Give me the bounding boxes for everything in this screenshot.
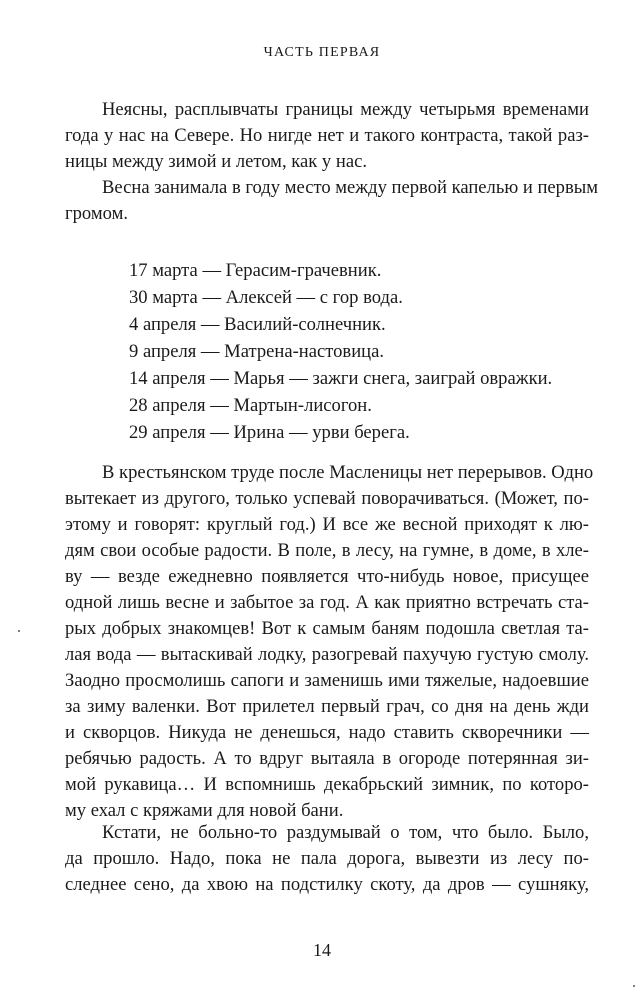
paragraph-4 [65,820,589,898]
text-line: громом. [65,203,128,224]
calendar-entry: 9 апреля — Матрена-настовица. [129,341,384,362]
text-line: рых добрых знакомцев! Вот к самым баням подошла светлая та- [65,618,589,639]
scan-speck [633,985,635,987]
paragraph-1 [65,97,589,175]
text-line: да прошло. Надо, пока не пала дорога, вывезти из лесу по- [65,848,589,869]
text-line: В крестьянском труде после Масленицы нет перерывов. Одно [102,462,594,483]
text-line: лая вода — вытаскивай лодку, разогревай пахучую густую смолу. [65,644,589,665]
text-line: этому и говорят: круглый год.) И все же весной приходят к лю- [65,514,589,535]
paragraph-2 [65,175,598,227]
calendar-entry: 14 апреля — Марья — зажги снега, заиграй овражки. [129,368,553,389]
page-number: 14 [313,940,331,960]
text-line: одной лишь весне и забытое за год. А как приятно встречать ста- [65,592,589,613]
calendar-entry: 28 апреля — Мартын-лисогон. [129,395,372,416]
text-line: Кстати, не больно-то раздумывай о том, что было. Было, [102,822,589,843]
running-head: ЧАСТЬ ПЕРВАЯ [263,45,381,60]
text-line: вытекает из другого, только успевай поворачиваться. (Может, по- [65,488,589,509]
calendar-entry: 17 марта — Герасим-грачевник. [129,260,382,281]
text-line: Заодно просмолишь сапоги и заменишь ими тяжелые, надоевшие [65,670,589,691]
text-line: ву — везде ежедневно появляется что-нибудь новое, присущее [65,566,589,587]
text-line: и скворцов. Никуда не денешься, надо ставить скворечники — [65,722,589,743]
text-line: дям свои особые радости. В поле, в лесу, на гумне, в доме, в хле- [65,540,589,561]
paragraph-3 [65,460,594,824]
text-line: му ехал с кряжами для новой бани. [65,800,344,821]
text-line: Неясны, расплывчаты границы между четырьмя временами [102,99,589,120]
text-line: года у нас на Севере. Но нигде нет и такого контраста, такой раз- [65,125,589,146]
folk-calendar-list [129,257,552,446]
text-line: ребячью радость. А то вдруг вытаяла в огороде потерянная зи- [65,748,589,769]
text-line: Весна занимала в году место между первой капелью и первым [102,177,598,198]
scan-speck [18,630,20,632]
text-line: ницы между зимой и летом, как у нас. [65,151,367,172]
calendar-entry: 29 апреля — Ирина — урви берега. [129,422,410,443]
text-line: следнее сено, да хвою на подстилку скоту, да дров — сушняку, [65,874,589,895]
calendar-entry: 30 марта — Алексей — с гор вода. [129,287,403,308]
calendar-entry: 4 апреля — Василий-солнечник. [129,314,386,335]
text-line: мой рукавица… И вспомнишь декабрьский зимник, по которо- [65,774,589,795]
text-line: за зиму валенки. Вот прилетел первый грач, со дня на день жди [65,696,589,717]
